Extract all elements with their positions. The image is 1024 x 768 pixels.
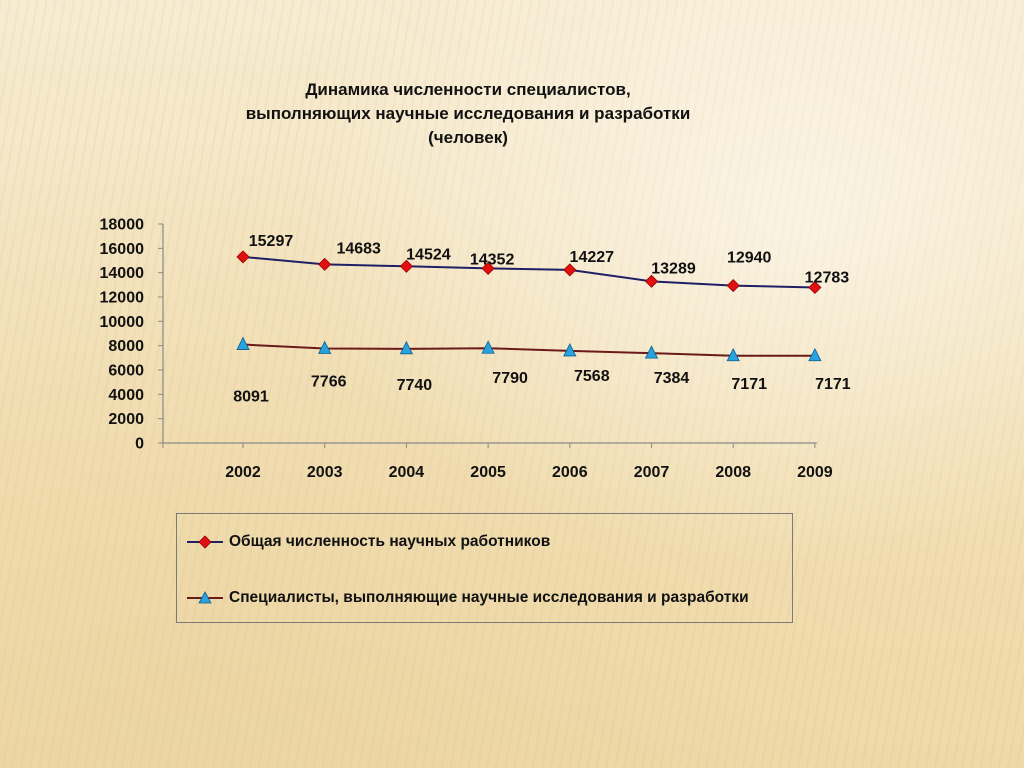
- x-tick-label: 2006: [552, 464, 588, 481]
- legend-label-total: Общая численность научных работников: [229, 533, 551, 550]
- data-label-total: 12783: [804, 269, 850, 287]
- x-tick-label: 2009: [797, 464, 833, 481]
- x-tick-label: 2004: [388, 464, 425, 481]
- data-point-specialists: [482, 341, 494, 353]
- y-tick-label: 6000: [108, 362, 144, 380]
- data-label-total: 14352: [469, 251, 515, 269]
- y-tick-label: 10000: [99, 313, 144, 331]
- y-tick-label: 14000: [99, 265, 144, 283]
- data-label-total: 14524: [406, 246, 451, 264]
- data-label-total: 14683: [336, 240, 381, 258]
- chart-legend: [176, 513, 793, 623]
- y-tick-label: 4000: [108, 386, 144, 404]
- x-tick-label: 2008: [715, 464, 751, 481]
- data-label-specialists: 7790: [492, 370, 528, 388]
- chart-title-line-3: (человек): [428, 128, 508, 147]
- data-label-specialists: 7740: [396, 376, 433, 394]
- chart-title-line-2: выполняющих научные исследования и разработки: [245, 104, 691, 123]
- data-label-total: 13289: [651, 260, 696, 278]
- legend-swatch-diamond: [185, 532, 225, 552]
- data-label-total: 14227: [569, 248, 615, 266]
- data-label-specialists: 7766: [310, 373, 347, 391]
- y-tick-label: 8000: [108, 338, 144, 356]
- legend-label-specialists: Специалисты, выполняющие научные исследования и разработки: [229, 589, 749, 606]
- x-tick-label: 2007: [633, 464, 670, 481]
- x-tick-label: 2003: [306, 464, 343, 481]
- data-label-specialists: 7568: [574, 367, 610, 385]
- y-tick-label: 16000: [99, 240, 144, 258]
- data-label-specialists: 7384: [653, 370, 690, 388]
- y-tick-label: 2000: [108, 411, 144, 429]
- data-label-specialists: 7171: [815, 375, 851, 393]
- data-label-total: 12940: [726, 249, 772, 267]
- y-tick-label: 18000: [99, 216, 144, 234]
- chart-title-line-1: Динамика численности специалистов,: [305, 80, 631, 99]
- data-point-total: [319, 258, 331, 270]
- data-point-specialists: [237, 338, 249, 350]
- data-point-total: [237, 251, 249, 263]
- data-label-specialists: 7171: [731, 375, 767, 393]
- x-tick-label: 2005: [470, 464, 506, 481]
- data-label-specialists: 8091: [233, 388, 269, 406]
- data-point-total: [727, 280, 739, 292]
- x-tick-label: 2002: [225, 464, 261, 481]
- legend-swatch-triangle: [185, 588, 225, 608]
- y-tick-label: 12000: [99, 289, 144, 307]
- data-label-total: 15297: [248, 232, 294, 250]
- y-tick-label: 0: [135, 435, 144, 453]
- legend-item-total: [185, 532, 550, 552]
- legend-item-specialists: [185, 588, 749, 608]
